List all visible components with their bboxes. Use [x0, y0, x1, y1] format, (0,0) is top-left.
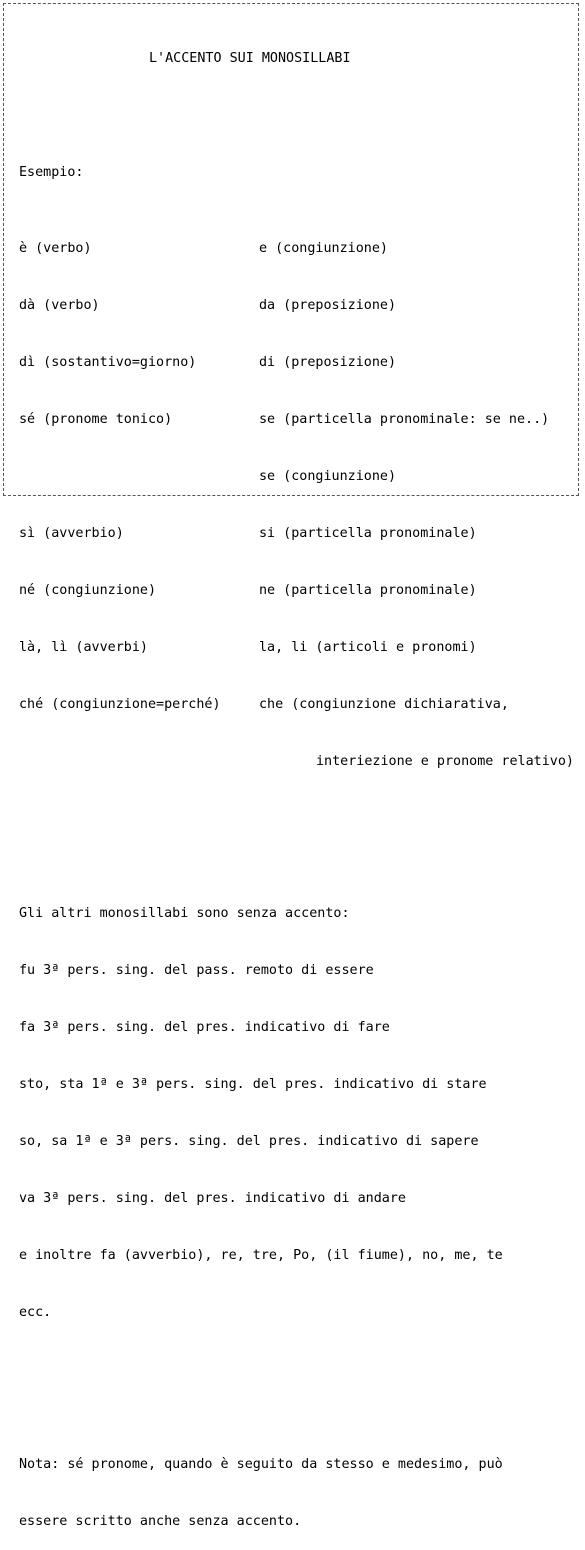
- accented-word: né (congiunzione): [19, 583, 157, 598]
- pair-row: [19, 581, 574, 600]
- pair-row: [19, 353, 574, 372]
- accented-word: è (verbo): [19, 241, 92, 256]
- unaccented-word: che (congiunzione dichiarativa,: [259, 697, 509, 712]
- spacer: [19, 828, 574, 847]
- pair-row: [19, 410, 574, 429]
- document-body: [19, 11, 574, 1550]
- unaccented-word: si (particella pronominale): [259, 526, 477, 541]
- other-monosyllable-line: ecc.: [19, 1305, 52, 1320]
- spacer: [19, 1379, 574, 1398]
- example-label: Esempio:: [19, 165, 84, 180]
- other-monosyllable-line: va 3ª pers. sing. del pres. indicativo di andare: [19, 1191, 406, 1206]
- other-monosyllable-line: fa 3ª pers. sing. del pres. indicativo di fare: [19, 1020, 390, 1035]
- unaccented-word: e (congiunzione): [259, 241, 388, 256]
- unaccented-word: da (preposizione): [259, 298, 397, 313]
- pair-row: [19, 524, 574, 543]
- pair-row: [19, 638, 574, 657]
- unaccented-word: se (particella pronominale: se ne..): [259, 412, 550, 427]
- other-monosyllable-line: sto, sta 1ª e 3ª pers. sing. del pres. indicativo di stare: [19, 1077, 487, 1092]
- page-title: L'ACCENTO SUI MONOSILLABI: [149, 51, 351, 66]
- che-continuation: interiezione e pronome relativo): [316, 754, 574, 769]
- other-monosyllable-line: fu 3ª pers. sing. del pass. remoto di essere: [19, 963, 374, 978]
- pair-row: [19, 239, 574, 258]
- accented-word: là, lì (avverbi): [19, 640, 148, 655]
- note-line: Nota: sé pronome, quando è seguito da stesso e medesimo, può: [19, 1457, 503, 1472]
- accented-word: sé (pronome tonico): [19, 412, 173, 427]
- accented-word: ché (congiunzione=perché): [19, 697, 221, 712]
- unaccented-word: la, li (articoli e pronomi): [259, 640, 477, 655]
- accented-word: sì (avverbio): [19, 526, 124, 541]
- spacer: [19, 106, 574, 125]
- other-monosyllables-heading: Gli altri monosillabi sono senza accento:: [19, 906, 350, 921]
- accented-word: dà (verbo): [19, 298, 100, 313]
- unaccented-word: di (preposizione): [259, 355, 397, 370]
- pair-row: [19, 467, 574, 486]
- other-monosyllable-line: e inoltre fa (avverbio), re, tre, Po, (il fiume), no, me, te: [19, 1248, 503, 1263]
- note-line: essere scritto anche senza accento.: [19, 1514, 302, 1529]
- pair-row: [19, 695, 574, 714]
- pair-row: [19, 296, 574, 315]
- unaccented-word: ne (particella pronominale): [259, 583, 477, 598]
- other-monosyllable-line: so, sa 1ª e 3ª pers. sing. del pres. indicativo di sapere: [19, 1134, 479, 1149]
- unaccented-word: se (congiunzione): [259, 469, 397, 484]
- accented-word: dì (sostantivo=giorno): [19, 355, 197, 370]
